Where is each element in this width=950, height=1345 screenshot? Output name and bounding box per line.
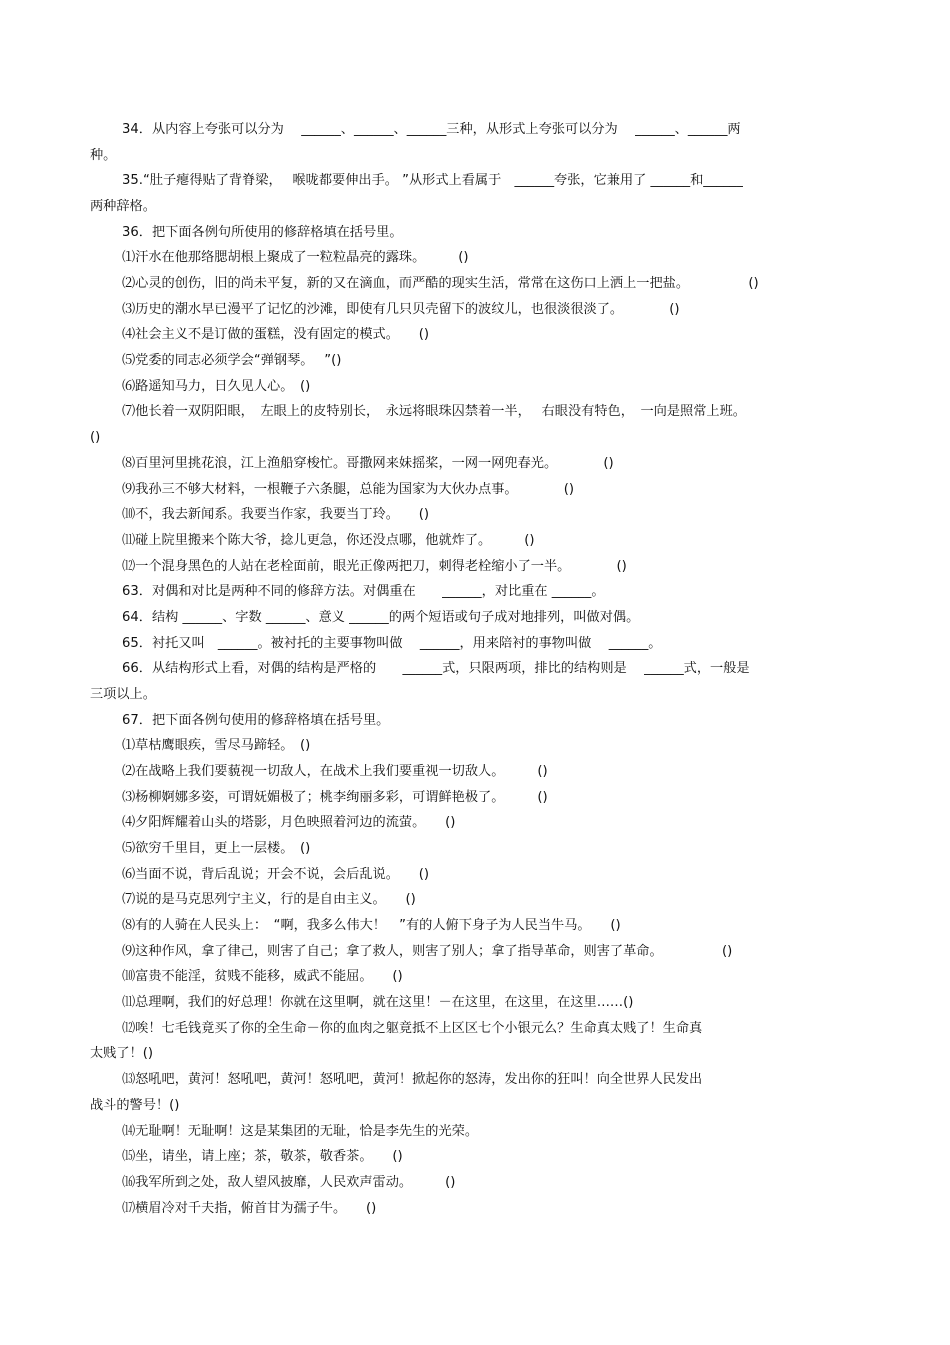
text-line: ⑷社会主义不是订做的蛋糕，没有固定的模式。 () xyxy=(122,327,430,343)
text-line: ⑿唉！七毛钱竟买了你的全生命－你的血肉之躯竟抵不上区区七个小银元么？生命真太贱了！生命真 xyxy=(122,1020,703,1036)
text-line: ⑾总理啊，我们的好总理！你就在这里啊，就在这里！－在这里，在这里，在这里……() xyxy=(122,995,634,1011)
text-line: ⑶历史的潮水早已漫平了记忆的沙滩，即使有几只贝壳留下的波纹儿，也很淡很淡了。 () xyxy=(122,301,680,317)
text-line: ⑾碰上院里搬来个陈大爷，捻儿更急，你还没点哪，他就炸了。 () xyxy=(122,532,535,548)
text-line: 65．衬托又叫 ______。被衬托的主要事物叫做 ______，用来陪衬的事物叫做 ______。 xyxy=(122,635,662,651)
text-line: ⑽不，我去新闻系。我要当作家，我要当丁玲。 () xyxy=(122,507,430,523)
text-line: 两种辞格。 xyxy=(90,199,156,215)
text-line: 64．结构 ______、字数 ______、意义 ______的两个短语或句子成对地排列，叫做对偶。 xyxy=(122,609,640,625)
text-line: ⑺他长着一双阴阳眼， 左眼上的皮特别长， 永远将眼珠囚禁着一半， 右眼没有特色， 一向是照常上班。 xyxy=(122,404,746,420)
text-line: ⑷夕阳辉耀着山头的塔影，月色映照着河边的流萤。 () xyxy=(122,815,456,831)
text-line: ⑵在战略上我们要藐视一切敌人，在战术上我们要重视一切敌人。 () xyxy=(122,764,548,779)
text-line: ⑵心灵的创伤，旧的尚未平复，新的又在滴血，而严酷的现实生活，常常在这伤口上洒上一把盐。 () xyxy=(122,276,759,292)
text-line: 66．从结构形式上看，对偶的结构是严格的 ______式，只限两项，排比的结构则是 ______式，一般是 xyxy=(122,661,750,677)
text-line: 63．对偶和对比是两种不同的修辞方法。对偶重在 ______，对比重在 ______。 xyxy=(122,584,605,600)
text-line: ⒁无耻啊！无耻啊！这是某集团的无耻，恰是李先生的光荣。 xyxy=(122,1123,479,1139)
text-line: 67．把下面各例句使用的修辞格填在括号里。 xyxy=(122,712,390,728)
text-line: ⒀怒吼吧，黄河！怒吼吧，黄河！怒吼吧，黄河！掀起你的怒涛，发出你的狂叫！向全世界人民发出 xyxy=(122,1072,703,1088)
text-line: ⑴汗水在他那络腮胡根上聚成了一粒粒晶亮的露珠。 () xyxy=(122,250,469,266)
text-line: 34．从内容上夸张可以分为 ______、______、______三种，从形式上夸张可以分为 ______、______两 xyxy=(122,122,741,137)
text-line: ⑻百里河里挑花浪，江上渔船穿梭忙。哥撒网来妹摇桨，一网一网兜春光。 () xyxy=(122,455,614,471)
text-line: 太贱了！() xyxy=(90,1046,154,1062)
text-line: ⑽富贵不能淫，贫贱不能移，威武不能屈。 () xyxy=(122,969,403,985)
text-line: ⑶杨柳婀娜多姿，可谓妩媚极了；桃李绚丽多彩，可谓鲜艳极了。 () xyxy=(122,789,548,805)
text-line: ⑿一个混身黑色的人站在老栓面前，眼光正像两把刀，刺得老栓缩小了一半。 () xyxy=(122,558,627,574)
text-line: ⑹路遥知马力，日久见人心。 () xyxy=(122,378,311,394)
text-line: 36．把下面各例句所使用的修辞格填在括号里。 xyxy=(122,224,403,240)
text-line: ⑼这种作风，拿了律己，则害了自己；拿了救人，则害了别人；拿了指导革命，则害了革命。 () xyxy=(122,943,733,959)
text-line: 战斗的警号！() xyxy=(90,1097,180,1113)
text-line: ⒄横眉冷对千夫指，俯首甘为孺子牛。 () xyxy=(122,1200,377,1216)
text-line: ⑻有的人骑在人民头上： “啊，我多么伟大！ ”有的人俯下身子为人民当牛马。 () xyxy=(122,918,621,934)
text-line: 三项以上。 xyxy=(90,686,156,702)
text-line: ⑹当面不说，背后乱说；开会不说，会后乱说。 () xyxy=(122,866,430,882)
text-line: 种。 xyxy=(90,147,117,163)
text-line: ⑴草枯鹰眼疾，雪尽马蹄轻。 () xyxy=(122,738,311,754)
text-line: ⑼我孙三不够大材料，一根鞭子六条腿，总能为国家为大伙办点事。 () xyxy=(122,481,575,497)
text-line: ⑺说的是马克思列宁主义，行的是自由主义。 () xyxy=(122,892,416,908)
text-line: 35.“肚子瘪得贴了背脊梁， 喉咙都要伸出手。 ”从形式上看属于 ______夸张，它兼用了 ______和______ xyxy=(122,173,743,189)
text-line: ⒂坐，请坐，请上座；茶，敬茶，敬香茶。 () xyxy=(122,1149,403,1165)
text-line: ⑸党委的同志必须学会“弹钢琴。 ”() xyxy=(122,353,342,369)
text-line: () xyxy=(90,430,101,446)
text-line: ⒃我军所到之处，敌人望风披靡，人民欢声雷动。 () xyxy=(122,1174,456,1190)
text-line: ⑸欲穷千里目，更上一层楼。 () xyxy=(122,841,311,857)
